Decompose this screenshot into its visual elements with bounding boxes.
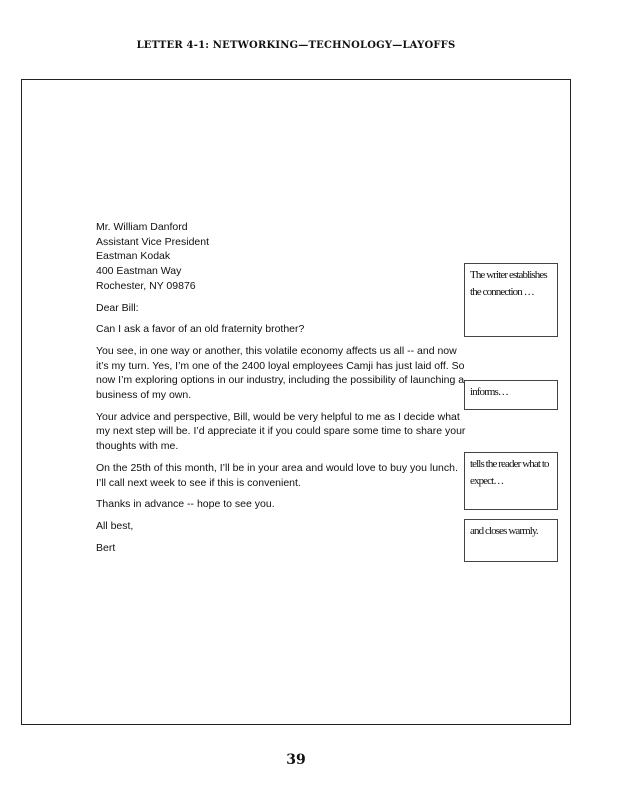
annotation-expect: tells the reader what to expect…: [464, 452, 558, 510]
paragraph: Your advice and perspective, Bill, would be very helpful to me as I decide what my next step will be. I’d appreciate it if you could spare some time to share your thoughts with me.: [96, 410, 466, 453]
salutation: Dear Bill:: [96, 301, 139, 314]
address-line: Mr. William Danford: [96, 221, 188, 233]
address-line: Eastman Kodak: [96, 250, 171, 263]
paragraph: On the 25th of this month, I’ll be in your area and would love to buy you lunch. I’ll call next week to see if this is convenient.: [96, 461, 458, 489]
paragraph: Can I ask a favor of an old fraternity brother?: [96, 323, 305, 336]
recipient-address: [96, 220, 466, 294]
signature: Bert: [96, 541, 116, 554]
address-line: Assistant Vice President: [96, 235, 210, 248]
annotation-informs: informs…: [464, 380, 558, 410]
paragraph: Thanks in advance -- hope to see you.: [96, 498, 275, 511]
closing: All best,: [96, 519, 134, 532]
annotation-connection: The writer establishes the connection …: [464, 263, 558, 337]
letter-body: [96, 220, 466, 562]
paragraph: You see, in one way or another, this volatile economy affects us all -- and now it’s my turn. Yes, I’m one of the 2400 loyal employees Camji has just laid off. So now I’m exploring options in our industry, including the possibility of launching a business of my own.: [96, 344, 465, 402]
page-number: 39: [286, 752, 306, 768]
annotation-closes: and closes warmly.: [464, 519, 558, 562]
page-heading: LETTER 4-1: NETWORKING—TECHNOLOGY—LAYOFFS: [136, 40, 456, 51]
address-line: 400 Eastman Way: [96, 265, 182, 278]
address-line: Rochester, NY 09876: [96, 279, 196, 292]
